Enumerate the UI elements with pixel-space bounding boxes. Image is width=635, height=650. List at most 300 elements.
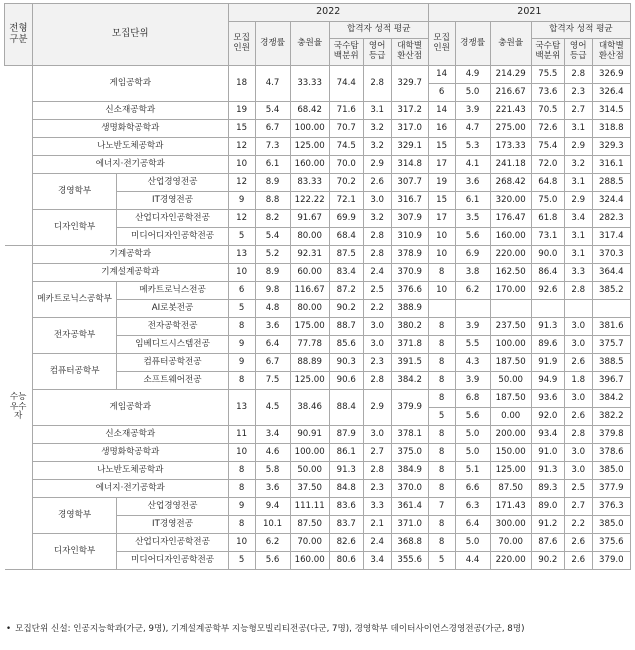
major-cell: 산업디자인공학전공 xyxy=(117,210,228,228)
cell-2021-fill-rate: 0.00 xyxy=(490,408,531,426)
cell-2021-converted: 326.9 xyxy=(592,66,630,84)
cell-2021-converted: 384.2 xyxy=(592,390,630,408)
cell-2022-suneung: 85.6 xyxy=(329,336,363,354)
cell-2021-converted: 282.3 xyxy=(592,210,630,228)
cell-2022-english: 3.3 xyxy=(363,498,391,516)
header-converted: 대학별 환산점 xyxy=(391,39,428,66)
major-cell: 미디어디자인공학전공 xyxy=(117,228,228,246)
cell-2022-fill-rate: 38.46 xyxy=(290,390,329,426)
major-cell: IT경영전공 xyxy=(117,192,228,210)
cell-2022-quota: 10 xyxy=(228,264,255,282)
cell-2021-english: 2.9 xyxy=(564,192,592,210)
table-row xyxy=(5,246,631,264)
cell-2021-suneung xyxy=(531,300,564,318)
major-cell: 미디어디자인공학전공 xyxy=(117,552,228,570)
cell-2021-quota: 5 xyxy=(428,552,455,570)
department-cell: 컴퓨터공학부 xyxy=(32,354,117,390)
cell-2021-suneung: 72.0 xyxy=(531,156,564,174)
table-row xyxy=(5,174,631,192)
cell-2021-english: 2.6 xyxy=(564,408,592,426)
table-row xyxy=(5,120,631,138)
cell-2021-fill-rate: 70.00 xyxy=(490,534,531,552)
cell-2022-competition: 6.7 xyxy=(255,354,290,372)
table-row xyxy=(5,498,631,516)
cell-2021-quota: 10 xyxy=(428,282,455,300)
cell-2022-converted: 378.1 xyxy=(391,426,428,444)
cell-2022-quota: 15 xyxy=(228,120,255,138)
table-row xyxy=(5,264,631,282)
cell-2021-english: 2.6 xyxy=(564,534,592,552)
major-cell: 소프트웨어전공 xyxy=(117,372,228,390)
cell-2021-suneung: 87.6 xyxy=(531,534,564,552)
cell-2021-fill-rate: 320.00 xyxy=(490,192,531,210)
cell-2021-competition: 3.9 xyxy=(455,102,490,120)
cell-2021-english xyxy=(564,300,592,318)
cell-2021-converted: 316.1 xyxy=(592,156,630,174)
cell-2021-quota: 14 xyxy=(428,66,455,84)
cell-2021-english: 2.6 xyxy=(564,552,592,570)
cell-2021-fill-rate: 162.50 xyxy=(490,264,531,282)
cell-2021-english: 3.1 xyxy=(564,228,592,246)
cell-2022-quota: 9 xyxy=(228,354,255,372)
cell-2021-quota: 7 xyxy=(428,498,455,516)
cell-2022-suneung: 91.3 xyxy=(329,462,363,480)
cell-2022-quota: 13 xyxy=(228,390,255,426)
cell-2022-english: 2.8 xyxy=(363,462,391,480)
cell-2022-suneung: 88.4 xyxy=(329,390,363,426)
cell-2022-suneung: 84.8 xyxy=(329,480,363,498)
cell-2021-fill-rate: 241.18 xyxy=(490,156,531,174)
table-row xyxy=(5,480,631,498)
cell-2022-english: 3.0 xyxy=(363,192,391,210)
cell-2022-suneung: 87.5 xyxy=(329,246,363,264)
cell-2021-suneung: 89.0 xyxy=(531,498,564,516)
cell-2021-english: 2.8 xyxy=(564,66,592,84)
cell-2022-competition: 4.6 xyxy=(255,444,290,462)
cell-2022-fill-rate: 87.50 xyxy=(290,516,329,534)
cell-2022-fill-rate: 111.11 xyxy=(290,498,329,516)
cell-2022-english: 3.0 xyxy=(363,318,391,336)
cell-2021-quota: 8 xyxy=(428,462,455,480)
cell-2021-competition: 4.4 xyxy=(455,552,490,570)
cell-2022-quota: 8 xyxy=(228,372,255,390)
unit-cell: 에너지·전기공학과 xyxy=(32,480,228,498)
cell-2022-english: 2.9 xyxy=(363,390,391,426)
admission-results-table xyxy=(4,3,631,570)
cell-2022-quota: 10 xyxy=(228,534,255,552)
cell-2021-quota: 15 xyxy=(428,192,455,210)
cell-2021-fill-rate: 173.33 xyxy=(490,138,531,156)
cell-2022-fill-rate: 80.00 xyxy=(290,228,329,246)
cell-2021-suneung: 89.6 xyxy=(531,336,564,354)
cell-2022-fill-rate: 100.00 xyxy=(290,120,329,138)
cell-2021-converted: 288.5 xyxy=(592,174,630,192)
department-cell: 메카트로닉스공학부 xyxy=(32,282,117,318)
department-cell: 경영학부 xyxy=(32,498,117,534)
cell-2021-fill-rate: 50.00 xyxy=(490,372,531,390)
cell-2021-suneung: 73.1 xyxy=(531,228,564,246)
cell-2021-suneung: 91.3 xyxy=(531,318,564,336)
cell-2022-fill-rate: 70.00 xyxy=(290,534,329,552)
cell-2022-competition: 7.5 xyxy=(255,372,290,390)
cell-2021-quota: 8 xyxy=(428,390,455,408)
cell-2021-competition: 5.1 xyxy=(455,462,490,480)
cell-2021-converted: 385.0 xyxy=(592,516,630,534)
cell-2021-quota: 5 xyxy=(428,408,455,426)
cell-2021-english: 3.1 xyxy=(564,120,592,138)
cell-2021-quota: 17 xyxy=(428,156,455,174)
cell-2022-suneung: 83.4 xyxy=(329,264,363,282)
cell-2022-suneung: 70.2 xyxy=(329,174,363,192)
cell-2022-quota: 18 xyxy=(228,66,255,102)
cell-2021-english: 2.7 xyxy=(564,498,592,516)
cell-2021-competition: 5.0 xyxy=(455,426,490,444)
cell-2022-fill-rate: 68.42 xyxy=(290,102,329,120)
cell-2021-quota: 8 xyxy=(428,444,455,462)
cell-2022-quota: 8 xyxy=(228,480,255,498)
cell-2021-fill-rate: 160.00 xyxy=(490,228,531,246)
cell-2021-fill-rate: 275.00 xyxy=(490,120,531,138)
header-unit: 모집단위 xyxy=(32,4,228,66)
table-row xyxy=(5,138,631,156)
cell-2021-competition: 6.3 xyxy=(455,498,490,516)
cell-2022-suneung: 87.9 xyxy=(329,426,363,444)
cell-2022-competition: 9.4 xyxy=(255,498,290,516)
cell-2022-converted: 329.1 xyxy=(391,138,428,156)
major-cell: IT경영전공 xyxy=(117,516,228,534)
cell-2022-quota: 5 xyxy=(228,228,255,246)
cell-2022-quota: 12 xyxy=(228,210,255,228)
table-row xyxy=(5,66,631,84)
header-suneung: 국수탐 백분위 xyxy=(329,39,363,66)
cell-2021-english: 3.1 xyxy=(564,174,592,192)
cell-2021-quota: 8 xyxy=(428,354,455,372)
cell-2022-suneung: 74.5 xyxy=(329,138,363,156)
table-row xyxy=(5,318,631,336)
cell-2022-quota: 9 xyxy=(228,336,255,354)
cell-2021-competition: 3.8 xyxy=(455,264,490,282)
cell-2022-quota: 11 xyxy=(228,426,255,444)
cell-2021-converted: 396.7 xyxy=(592,372,630,390)
cell-2022-english: 2.3 xyxy=(363,480,391,498)
cell-2022-suneung: 82.6 xyxy=(329,534,363,552)
cell-2022-quota: 19 xyxy=(228,102,255,120)
cell-2021-suneung: 91.0 xyxy=(531,444,564,462)
unit-cell: 생명화학공학과 xyxy=(32,120,228,138)
cell-2022-english: 3.2 xyxy=(363,138,391,156)
cell-2022-english: 2.8 xyxy=(363,66,391,102)
cell-2021-converted: 326.4 xyxy=(592,84,630,102)
bullet-icon: • xyxy=(6,624,12,634)
cell-2021-fill-rate: 176.47 xyxy=(490,210,531,228)
cell-2021-converted: 375.7 xyxy=(592,336,630,354)
cell-2021-suneung: 75.5 xyxy=(531,66,564,84)
cell-2022-quota: 10 xyxy=(228,156,255,174)
cell-2022-suneung: 83.7 xyxy=(329,516,363,534)
cell-2021-competition: 3.6 xyxy=(455,174,490,192)
cell-2022-quota: 9 xyxy=(228,498,255,516)
header-suneung: 국수탐 백분위 xyxy=(531,39,564,66)
admission-type-cell xyxy=(5,66,33,246)
cell-2021-converted: 324.4 xyxy=(592,192,630,210)
cell-2021-quota: 8 xyxy=(428,516,455,534)
cell-2022-quota: 8 xyxy=(228,318,255,336)
cell-2022-suneung: 86.1 xyxy=(329,444,363,462)
header-type: 전형 구분 xyxy=(5,4,33,66)
header-average: 합격자 성적 평균 xyxy=(531,22,630,39)
header-fill-rate: 충원율 xyxy=(290,22,329,66)
cell-2022-fill-rate: 50.00 xyxy=(290,462,329,480)
cell-2022-fill-rate: 122.22 xyxy=(290,192,329,210)
cell-2022-competition: 10.1 xyxy=(255,516,290,534)
cell-2021-quota: 16 xyxy=(428,120,455,138)
cell-2022-suneung: 90.6 xyxy=(329,372,363,390)
cell-2022-english: 2.9 xyxy=(363,156,391,174)
table-body xyxy=(5,66,631,570)
cell-2021-english: 3.3 xyxy=(564,264,592,282)
major-cell: 산업디자인공학전공 xyxy=(117,534,228,552)
cell-2022-competition: 4.7 xyxy=(255,66,290,102)
cell-2022-converted: 317.2 xyxy=(391,102,428,120)
cell-2021-converted: 329.3 xyxy=(592,138,630,156)
cell-2021-competition: 3.9 xyxy=(455,372,490,390)
cell-2021-quota: 14 xyxy=(428,102,455,120)
cell-2022-suneung: 74.4 xyxy=(329,66,363,102)
cell-2021-suneung: 93.6 xyxy=(531,390,564,408)
cell-2022-suneung: 90.2 xyxy=(329,300,363,318)
table-row xyxy=(5,534,631,552)
table-header xyxy=(5,4,631,66)
cell-2021-suneung: 91.3 xyxy=(531,462,564,480)
cell-2021-fill-rate: 125.00 xyxy=(490,462,531,480)
table-row xyxy=(5,444,631,462)
major-cell: AI로봇전공 xyxy=(117,300,228,318)
cell-2021-suneung: 75.4 xyxy=(531,138,564,156)
cell-2022-suneung: 70.7 xyxy=(329,120,363,138)
cell-2022-english: 3.0 xyxy=(363,426,391,444)
cell-2021-english: 1.8 xyxy=(564,372,592,390)
cell-2022-fill-rate: 83.33 xyxy=(290,174,329,192)
cell-2022-competition: 4.5 xyxy=(255,390,290,426)
cell-2022-suneung: 71.6 xyxy=(329,102,363,120)
cell-2022-english: 3.4 xyxy=(363,552,391,570)
cell-2022-english: 2.4 xyxy=(363,534,391,552)
cell-2022-converted: 376.6 xyxy=(391,282,428,300)
header-quota: 모집 인원 xyxy=(228,22,255,66)
cell-2022-english: 3.0 xyxy=(363,336,391,354)
cell-2022-competition: 3.4 xyxy=(255,426,290,444)
cell-2021-competition: 6.8 xyxy=(455,390,490,408)
cell-2022-fill-rate: 100.00 xyxy=(290,444,329,462)
cell-2021-suneung: 61.8 xyxy=(531,210,564,228)
cell-2022-converted: 307.9 xyxy=(391,210,428,228)
header-english: 영어 등급 xyxy=(363,39,391,66)
cell-2022-converted: 370.0 xyxy=(391,480,428,498)
cell-2021-converted: 385.2 xyxy=(592,282,630,300)
cell-2021-competition: 4.1 xyxy=(455,156,490,174)
cell-2021-quota: 8 xyxy=(428,426,455,444)
cell-2022-converted: 314.8 xyxy=(391,156,428,174)
cell-2022-converted: 384.9 xyxy=(391,462,428,480)
cell-2022-competition: 4.8 xyxy=(255,300,290,318)
cell-2022-english: 2.4 xyxy=(363,264,391,282)
cell-2021-competition: 6.2 xyxy=(455,282,490,300)
cell-2022-competition: 5.4 xyxy=(255,102,290,120)
header-quota: 모집 인원 xyxy=(428,22,455,66)
cell-2022-quota: 12 xyxy=(228,174,255,192)
cell-2021-competition: 3.5 xyxy=(455,210,490,228)
cell-2021-quota: 17 xyxy=(428,210,455,228)
cell-2022-fill-rate: 77.78 xyxy=(290,336,329,354)
cell-2021-converted: 364.4 xyxy=(592,264,630,282)
cell-2021-suneung: 90.0 xyxy=(531,246,564,264)
cell-2021-converted: 318.8 xyxy=(592,120,630,138)
cell-2021-english: 3.0 xyxy=(564,336,592,354)
cell-2022-competition: 6.1 xyxy=(255,156,290,174)
cell-2021-fill-rate: 221.43 xyxy=(490,102,531,120)
cell-2021-converted: 314.5 xyxy=(592,102,630,120)
cell-2021-suneung: 94.9 xyxy=(531,372,564,390)
header-competition: 경쟁률 xyxy=(255,22,290,66)
cell-2021-quota: 8 xyxy=(428,534,455,552)
header-average: 합격자 성적 평균 xyxy=(329,22,428,39)
cell-2022-english: 3.2 xyxy=(363,210,391,228)
cell-2022-english: 2.3 xyxy=(363,354,391,372)
cell-2022-suneung: 68.4 xyxy=(329,228,363,246)
cell-2021-english: 2.2 xyxy=(564,516,592,534)
cell-2022-competition: 5.4 xyxy=(255,228,290,246)
cell-2021-quota: 10 xyxy=(428,228,455,246)
unit-cell: 게임공학과 xyxy=(32,390,228,426)
cell-2021-converted: 379.8 xyxy=(592,426,630,444)
table-row xyxy=(5,426,631,444)
cell-2022-competition: 9.8 xyxy=(255,282,290,300)
cell-2021-converted: 385.0 xyxy=(592,462,630,480)
unit-cell: 기계공학과 xyxy=(32,246,228,264)
cell-2021-competition: 3.9 xyxy=(455,318,490,336)
cell-2021-fill-rate: 150.00 xyxy=(490,444,531,462)
cell-2021-competition: 5.5 xyxy=(455,336,490,354)
cell-2021-converted: 379.0 xyxy=(592,552,630,570)
cell-2022-converted: 307.7 xyxy=(391,174,428,192)
table-row xyxy=(5,390,631,408)
cell-2022-competition: 6.4 xyxy=(255,336,290,354)
cell-2021-quota: 8 xyxy=(428,264,455,282)
cell-2022-english: 2.6 xyxy=(363,174,391,192)
cell-2022-quota: 8 xyxy=(228,516,255,534)
cell-2021-converted: 382.2 xyxy=(592,408,630,426)
cell-2022-converted: 371.8 xyxy=(391,336,428,354)
cell-2021-suneung: 89.3 xyxy=(531,480,564,498)
cell-2022-fill-rate: 125.00 xyxy=(290,138,329,156)
cell-2022-competition: 5.8 xyxy=(255,462,290,480)
cell-2022-converted: 388.9 xyxy=(391,300,428,318)
cell-2021-suneung: 91.9 xyxy=(531,354,564,372)
cell-2022-suneung: 83.6 xyxy=(329,498,363,516)
cell-2022-converted: 368.8 xyxy=(391,534,428,552)
unit-cell: 기계설계공학과 xyxy=(32,264,228,282)
cell-2022-competition: 8.8 xyxy=(255,192,290,210)
unit-cell: 신소재공학과 xyxy=(32,102,228,120)
cell-2021-quota: 8 xyxy=(428,336,455,354)
cell-2022-suneung: 90.3 xyxy=(329,354,363,372)
cell-2022-converted: 371.0 xyxy=(391,516,428,534)
header-english: 영어 등급 xyxy=(564,39,592,66)
cell-2021-english: 2.9 xyxy=(564,138,592,156)
footnote xyxy=(6,622,524,634)
cell-2021-suneung: 93.4 xyxy=(531,426,564,444)
cell-2022-converted: 310.9 xyxy=(391,228,428,246)
cell-2021-suneung: 72.6 xyxy=(531,120,564,138)
cell-2022-english: 2.7 xyxy=(363,444,391,462)
cell-2022-competition: 3.6 xyxy=(255,318,290,336)
unit-cell: 나노반도체공학과 xyxy=(32,462,228,480)
cell-2021-competition: 4.9 xyxy=(455,66,490,84)
cell-2021-fill-rate: 187.50 xyxy=(490,390,531,408)
cell-2022-competition: 8.9 xyxy=(255,264,290,282)
cell-2021-suneung: 75.0 xyxy=(531,192,564,210)
cell-2022-suneung: 87.2 xyxy=(329,282,363,300)
cell-2022-suneung: 88.7 xyxy=(329,318,363,336)
cell-2022-converted: 384.2 xyxy=(391,372,428,390)
cell-2021-fill-rate: 200.00 xyxy=(490,426,531,444)
cell-2022-english: 2.5 xyxy=(363,282,391,300)
cell-2021-fill-rate: 216.67 xyxy=(490,84,531,102)
cell-2021-english: 3.0 xyxy=(564,462,592,480)
cell-2021-competition: 6.4 xyxy=(455,516,490,534)
header-competition: 경쟁률 xyxy=(455,22,490,66)
table-row xyxy=(5,102,631,120)
cell-2022-quota: 5 xyxy=(228,552,255,570)
header-fill-rate: 충원율 xyxy=(490,22,531,66)
cell-2022-competition: 8.2 xyxy=(255,210,290,228)
header-year-2021: 2021 xyxy=(428,4,630,22)
cell-2021-fill-rate xyxy=(490,300,531,318)
major-cell: 임베디드시스템전공 xyxy=(117,336,228,354)
cell-2021-competition: 4.3 xyxy=(455,354,490,372)
cell-2022-fill-rate: 91.67 xyxy=(290,210,329,228)
cell-2021-fill-rate: 171.43 xyxy=(490,498,531,516)
cell-2022-english: 2.8 xyxy=(363,372,391,390)
cell-2021-fill-rate: 100.00 xyxy=(490,336,531,354)
cell-2021-english: 3.4 xyxy=(564,210,592,228)
header-converted: 대학별 환산점 xyxy=(592,39,630,66)
cell-2021-quota xyxy=(428,300,455,318)
cell-2022-fill-rate: 92.31 xyxy=(290,246,329,264)
cell-2021-suneung: 73.6 xyxy=(531,84,564,102)
cell-2021-converted: 370.3 xyxy=(592,246,630,264)
table-row xyxy=(5,156,631,174)
cell-2021-english: 2.8 xyxy=(564,426,592,444)
cell-2022-fill-rate: 37.50 xyxy=(290,480,329,498)
department-cell: 디자인학부 xyxy=(32,534,117,570)
cell-2022-suneung: 70.0 xyxy=(329,156,363,174)
cell-2021-english: 2.6 xyxy=(564,354,592,372)
cell-2021-suneung: 92.6 xyxy=(531,282,564,300)
cell-2021-converted: 376.3 xyxy=(592,498,630,516)
cell-2021-converted xyxy=(592,300,630,318)
cell-2021-fill-rate: 300.00 xyxy=(490,516,531,534)
cell-2021-competition xyxy=(455,300,490,318)
major-cell: 컴퓨터공학전공 xyxy=(117,354,228,372)
cell-2022-quota: 13 xyxy=(228,246,255,264)
cell-2022-competition: 7.3 xyxy=(255,138,290,156)
cell-2022-english: 3.1 xyxy=(363,102,391,120)
cell-2022-quota: 12 xyxy=(228,138,255,156)
admission-type-cell: 수능 우수 자 xyxy=(5,246,33,570)
cell-2022-fill-rate: 90.91 xyxy=(290,426,329,444)
table-row xyxy=(5,354,631,372)
